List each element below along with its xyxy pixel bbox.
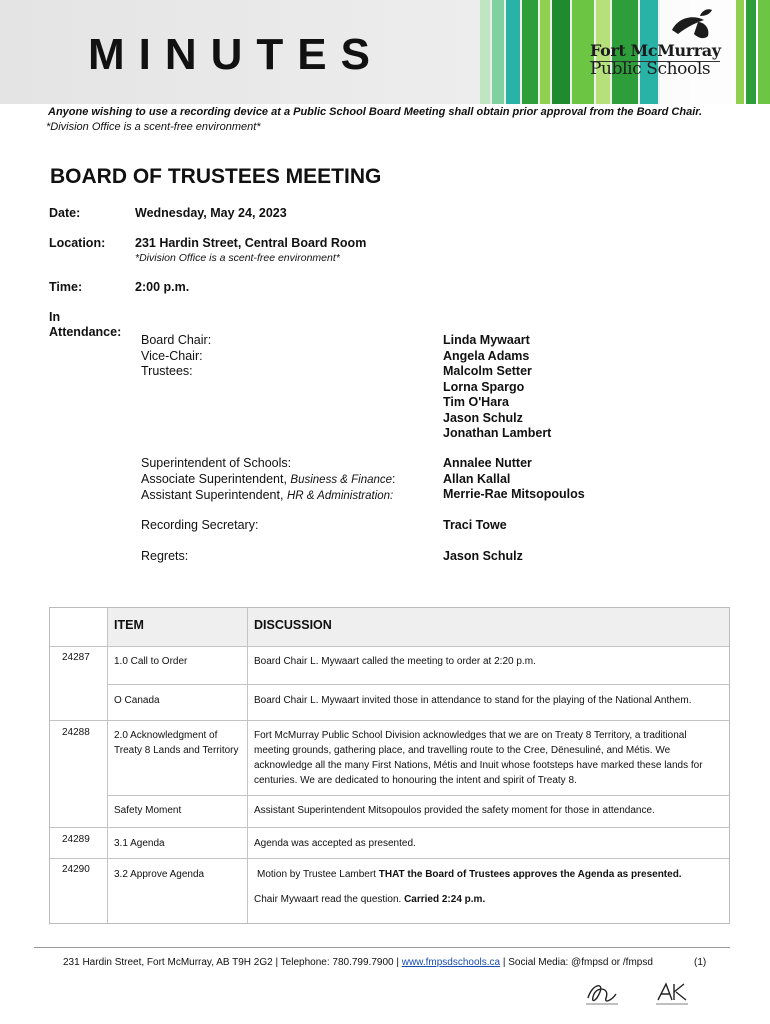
name-trustee: Jason Schulz xyxy=(443,410,523,425)
admin-names xyxy=(443,456,585,503)
table-row-number: 24287 xyxy=(62,652,90,663)
row-divider xyxy=(50,858,729,859)
location-note: *Division Office is a scent-free environment* xyxy=(135,252,340,264)
role-vice-chair: Vice-Chair: xyxy=(141,348,203,363)
row-divider xyxy=(50,827,729,828)
role-associate-superintendent xyxy=(141,472,396,489)
table-row-item: 3.1 Agenda xyxy=(114,838,165,849)
role-regrets: Regrets: xyxy=(141,549,189,563)
result-carried: Carried 2:24 p.m. xyxy=(404,894,486,905)
admin-roles xyxy=(141,456,396,505)
role-text: Assistant Superintendent, xyxy=(141,488,287,502)
row-divider xyxy=(50,646,729,647)
location-value: 231 Hardin Street, Central Board Room xyxy=(135,236,367,250)
role-colon: : xyxy=(392,471,396,486)
table-row-discussion: Board Chair L. Mywaart called the meeting to order at 2:20 p.m. xyxy=(254,656,536,667)
table-row-result xyxy=(254,892,720,907)
meeting-title: BOARD OF TRUSTEES MEETING xyxy=(50,165,382,188)
role-text: Associate Superintendent, xyxy=(141,471,291,486)
time-value: 2:00 p.m. xyxy=(135,280,190,294)
page-number: (1) xyxy=(694,957,707,968)
footer-contact xyxy=(63,957,653,968)
logo-text-line2: Public Schools xyxy=(590,59,711,79)
result-text: Chair Mywaart read the question. xyxy=(254,894,405,905)
website-link[interactable]: www.fmpsdschools.ca xyxy=(401,957,501,968)
name-vice-chair: Angela Adams xyxy=(443,348,530,363)
table-row-item: 3.2 Approve Agenda xyxy=(114,869,205,880)
name-assistant-superintendent: Merrie-Rae Mitsopoulos xyxy=(443,487,585,501)
scent-free-notice: *Division Office is a scent-free environment* xyxy=(46,121,261,133)
table-row-item: Safety Moment xyxy=(114,805,182,816)
table-row-discussion: Agenda was accepted as presented. xyxy=(254,838,416,849)
role-assistant-superintendent xyxy=(141,488,396,505)
table-row-discussion: Board Chair L. Mywaart invited those in attendance to stand for the playing of the National Anthem. xyxy=(254,695,692,706)
name-superintendent: Annalee Nutter xyxy=(443,456,532,470)
role-portfolio: Business & Finance xyxy=(290,473,393,486)
recording-notice: Anyone wishing to use a recording device at a Public School Board Meeting shall obtain prior approval from the Board Chair. xyxy=(48,106,703,118)
signature-initials-2-icon xyxy=(652,978,692,1010)
column-header-discussion: DISCUSSION xyxy=(254,618,332,632)
location-label: Location: xyxy=(49,236,106,250)
time-label: Time: xyxy=(49,280,83,294)
attendance-label-line1: In xyxy=(49,310,61,324)
row-divider xyxy=(107,795,729,796)
table-row-motion xyxy=(257,867,723,882)
table-row-item: 1.0 Call to Order xyxy=(114,656,188,667)
footer-divider xyxy=(34,947,730,948)
row-divider xyxy=(107,684,729,685)
role-trustees: Trustees: xyxy=(141,364,193,378)
motion-text: Motion by Trustee Lambert xyxy=(257,869,379,880)
table-row-number: 24289 xyxy=(62,834,90,845)
table-row-number: 24290 xyxy=(62,864,90,875)
logo-text-line1: Fort McMurray xyxy=(590,41,721,60)
role-recording-secretary: Recording Secretary: xyxy=(141,518,259,532)
name-board-chair: Linda Mywaart xyxy=(443,333,530,347)
attendance-label-line2: Attendance: xyxy=(49,325,122,339)
table-row-discussion: Fort McMurray Public School Division acknowledges that we are on Treaty 8 Territory, a traditional meeting grounds, gathering place, and travelling route to the Cree, Dënesuliné, and Métis. We acknowledge all the many First Nations, Métis and Inuit whose footsteps have marked these lands for centuries. We are dedicated to honouring the intent and spirit of Treaty 8. xyxy=(254,730,703,786)
table-row-number: 24288 xyxy=(62,727,90,738)
motion-resolution: THAT the Board of Trustees approves the Agenda as presented. xyxy=(378,869,682,880)
signature-initials-1-icon xyxy=(582,978,622,1010)
name-associate-superintendent: Allan Kallal xyxy=(443,471,511,486)
apple-logo-icon xyxy=(668,8,716,42)
role-portfolio: HR & Administration: xyxy=(286,490,394,502)
name-recording-secretary: Traci Towe xyxy=(443,518,507,532)
column-header-item: ITEM xyxy=(114,618,144,632)
footer-address: 231 Hardin Street, Fort McMurray, AB T9H 2G2 | Telephone: 780.799.7900 | xyxy=(63,957,402,968)
name-trustee: Tim O'Hara xyxy=(443,395,509,409)
column-divider xyxy=(247,608,248,923)
table-row-item: 2.0 Acknowledgment of Treaty 8 Lands and Territory xyxy=(114,730,239,756)
minutes-table xyxy=(49,607,730,924)
name-regrets: Jason Schulz xyxy=(443,549,523,563)
table-row-discussion: Assistant Superintendent Mitsopoulos provided the safety moment for those in attendance. xyxy=(254,805,655,816)
role-superintendent: Superintendent of Schools: xyxy=(141,456,292,470)
table-row-item: O Canada xyxy=(114,695,160,706)
date-value: Wednesday, May 24, 2023 xyxy=(135,206,287,220)
board-roles xyxy=(141,333,211,380)
board-names xyxy=(443,333,551,442)
page-title: MINUTES xyxy=(88,30,384,79)
name-trustee: Jonathan Lambert xyxy=(443,426,552,440)
table-header-row xyxy=(107,608,729,646)
role-board-chair: Board Chair: xyxy=(141,333,212,347)
date-label: Date: xyxy=(49,206,81,220)
row-divider xyxy=(50,720,729,721)
footer-social: | Social Media: @fmpsd or /fmpsd xyxy=(500,957,653,968)
column-divider xyxy=(107,608,108,923)
header-banner xyxy=(0,0,770,104)
name-trustee: Lorna Spargo xyxy=(443,379,525,394)
name-trustee: Malcolm Setter xyxy=(443,364,532,378)
